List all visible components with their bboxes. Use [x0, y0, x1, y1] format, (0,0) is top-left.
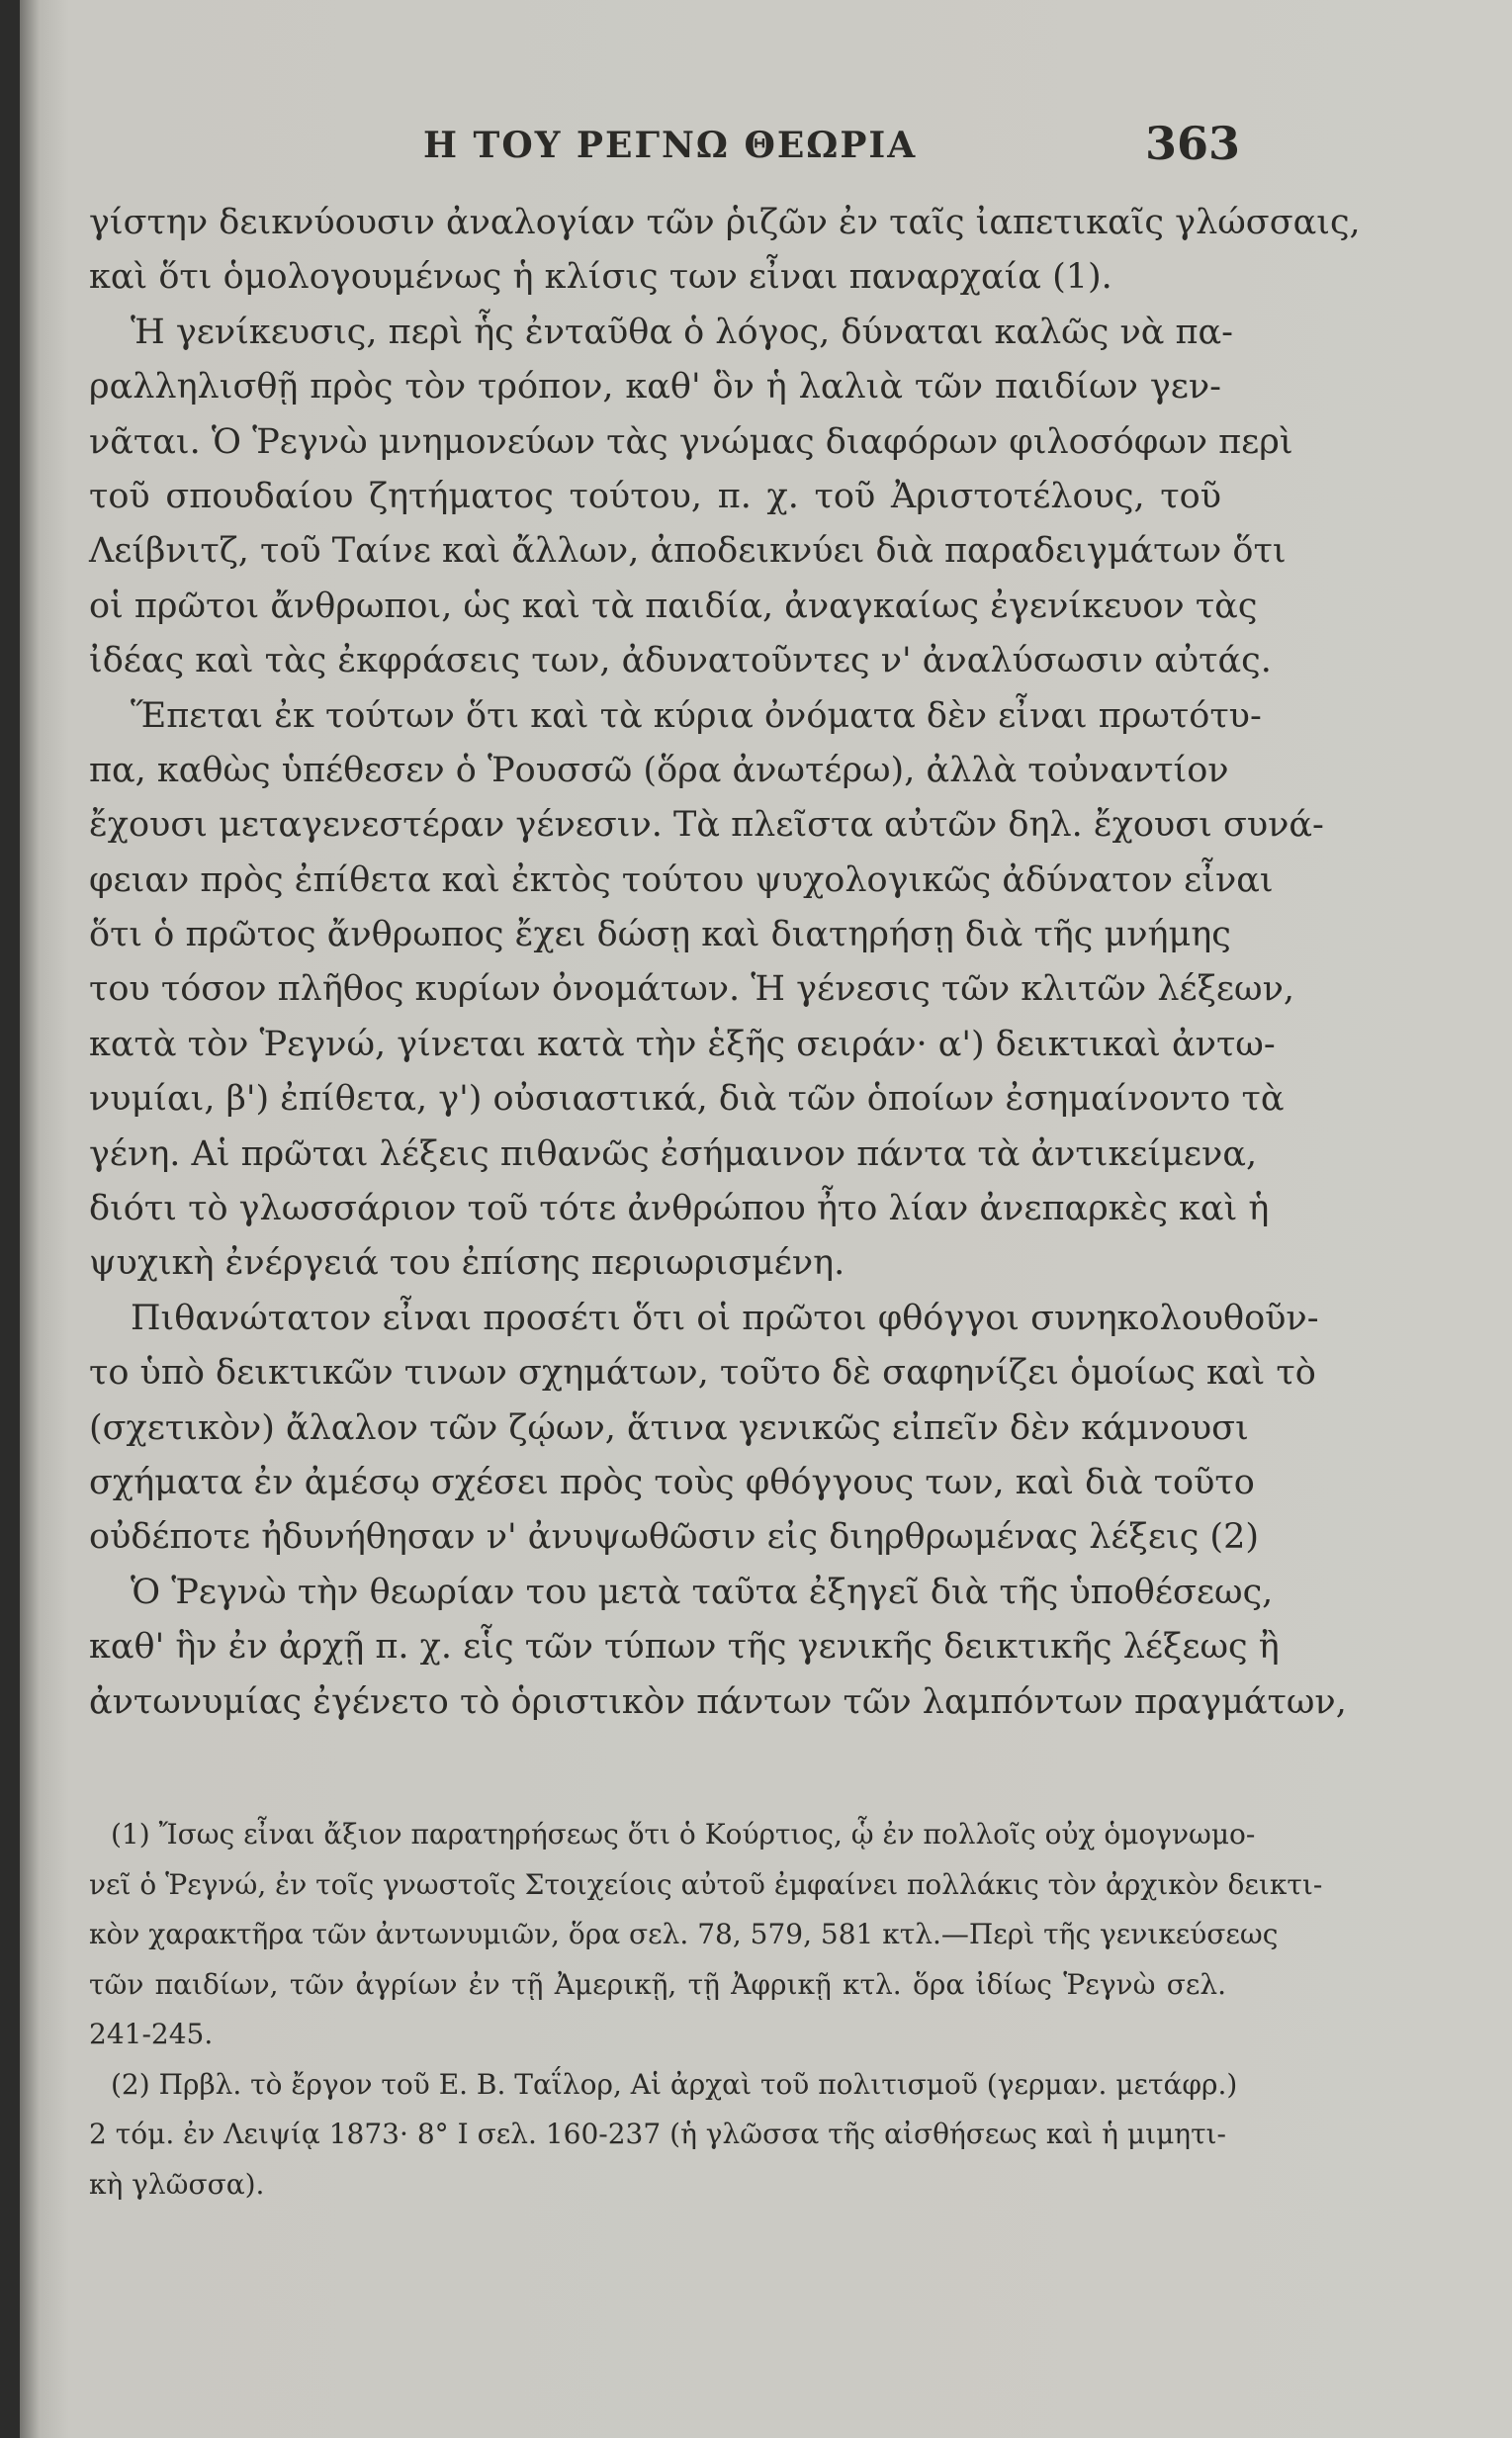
- text-line: φειαν πρὸς ἐπίθετα καὶ ἐκτὸς τούτου ψυχολογικῶς ἀδύνατον εἶναι: [89, 859, 1274, 900]
- text-line: το ὑπὸ δεικτικῶν τινων σχημάτων, τοῦτο δὲ σαφηνίζει ὁμοίως καὶ τὸ: [89, 1353, 1316, 1394]
- text-line: του τόσον πλῆθος κυρίων ὀνομάτων. Ἡ γένεσις τῶν κλιτῶν λέξεων,: [89, 969, 1295, 1010]
- footnotes: [89, 1810, 1323, 2210]
- running-title: Η ΤΟΥ ΡΕΓΝΩ ΘΕΩΡΙΑ: [423, 125, 918, 166]
- footnote-line: νεῖ ὁ Ῥεγνώ, ἐν τοῖς γνωστοῖς Στοιχείοις αὐτοῦ ἐμφαίνει πολλάκις τὸν ἀρχικὸν δεικτι-: [89, 1867, 1323, 1901]
- text-line: (σχετικὸν) ἄλαλον τῶν ζῴων, ἅτινα γενικῶς εἰπεῖν δὲν κάμνουσι: [89, 1407, 1249, 1448]
- footnote-line: κὸν χαρακτῆρα τῶν ἀντωνυμιῶν, ὅρα σελ. 78, 579, 581 κτλ.—Περὶ τῆς γενικεύσεως: [89, 1918, 1279, 1950]
- text-line: ραλληλισθῇ πρὸς τὸν τρόπον, καθ' ὃν ἡ λαλιὰ τῶν παιδίων γεν-: [89, 367, 1221, 407]
- text-line: Πιθανώτατον εἶναι προσέτι ὅτι οἱ πρῶτοι φθόγγοι συνηκολουθοῦν-: [131, 1298, 1319, 1338]
- text-line: γίστην δεικνύουσιν ἀναλογίαν τῶν ῥιζῶν ἐν ταῖς ἰαπετικαῖς γλώσσαις,: [89, 203, 1361, 242]
- text-line: κατὰ τὸν Ῥεγνώ, γίνεται κατὰ τὴν ἑξῆς σειράν· α') δεικτικαὶ ἀντω-: [89, 1024, 1276, 1064]
- text-line: καθ' ἣν ἐν ἀρχῇ π. χ. εἷς τῶν τύπων τῆς γενικῆς δεικτικῆς λέξεως ἢ: [89, 1627, 1280, 1668]
- page-header: [0, 117, 1512, 176]
- text-line: Ἡ γενίκευσις, περὶ ἧς ἐνταῦθα ὁ λόγος, δύναται καλῶς νὰ πα-: [131, 312, 1233, 352]
- book-spine-shadow: [0, 0, 20, 2438]
- text-line: νᾶται. Ὁ Ῥεγνὼ μνημονεύων τὰς γνώμας διαφόρων φιλοσόφων περὶ: [89, 421, 1293, 462]
- text-line: οἱ πρῶτοι ἄνθρωποι, ὡς καὶ τὰ παιδία, ἀναγκαίως ἐγενίκευον τὰς: [89, 586, 1258, 626]
- text-line: διότι τὸ γλωσσάριον τοῦ τότε ἀνθρώπου ἦτο λίαν ἀνεπαρκὲς καὶ ἡ: [89, 1189, 1270, 1229]
- footnote-line: 2 τόμ. ἐν Λειψίᾳ 1873· 8° Ι σελ. 160-237 (ἡ γλῶσσα τῆς αἰσθήσεως καὶ ἡ μιμητι-: [89, 2118, 1226, 2150]
- text-line: οὐδέποτε ἠδυνήθησαν ν' ἀνυψωθῶσιν εἰς διηρθρωμένας λέξεις (2): [89, 1517, 1259, 1558]
- text-line: πα, καθὼς ὑπέθεσεν ὁ Ῥουσσῶ (ὅρα ἀνωτέρω), ἀλλὰ τοὐναντίον: [89, 750, 1229, 790]
- footnote-line: 241-245.: [89, 2018, 214, 2050]
- text-line: τοῦ σπουδαίου ζητήματος τούτου, π. χ. τοῦ Ἀριστοτέλους, τοῦ: [89, 476, 1221, 516]
- footnote-line: τῶν παιδίων, τῶν ἀγρίων ἐν τῇ Ἀμερικῇ, τῇ Ἀφρικῇ κτλ. ὅρα ἰδίως Ῥεγνὼ σελ.: [89, 1967, 1226, 2001]
- text-line: ἔχουσι μεταγενεστέραν γένεσιν. Τὰ πλεῖστα αὐτῶν δηλ. ἔχουσι συνά-: [89, 805, 1324, 846]
- text-line: Λείβνιτζ, τοῦ Ταίνε καὶ ἄλλων, ἀποδεικνύει διὰ παραδειγμάτων ὅτι: [89, 531, 1287, 572]
- main-text: [89, 196, 1361, 1730]
- footnote-line: (1) Ἴσως εἶναι ἄξιον παρατηρήσεως ὅτι ὁ Κούρτιος, ᾧ ἐν πολλοῖς οὐχ ὁμογνωμο-: [111, 1818, 1256, 1851]
- text-line: ἰδέας καὶ τὰς ἐκφράσεις των, ἀδυνατοῦντες ν' ἀναλύσωσιν αὐτάς.: [89, 641, 1272, 681]
- text-line: ἀντωνυμίας ἐγένετο τὸ ὁριστικὸν πάντων τῶν λαμπόντων πραγμάτων,: [89, 1681, 1347, 1722]
- page-number: 363: [1145, 117, 1241, 170]
- text-line: γένη. Αἱ πρῶται λέξεις πιθανῶς ἐσήμαινον πάντα τὰ ἀντικείμενα,: [89, 1133, 1258, 1174]
- text-line: νυμίαι, β') ἐπίθετα, γ') οὐσιαστικά, διὰ τῶν ὁποίων ἐσημαίνοντο τὰ: [89, 1079, 1285, 1120]
- text-line: ψυχικὴ ἐνέργειά του ἐπίσης περιωρισμένη.: [89, 1243, 845, 1284]
- footnote-line: (2) Πρβλ. τὸ ἔργον τοῦ Ε. Β. Ταΐλορ, Αἱ ἀρχαὶ τοῦ πολιτισμοῦ (γερμαν. μετάφρ.): [111, 2067, 1238, 2101]
- text-line: Ὁ Ῥεγνὼ τὴν θεωρίαν του μετὰ ταῦτα ἐξηγεῖ διὰ τῆς ὑποθέσεως,: [131, 1572, 1274, 1612]
- footnote-line: κὴ γλῶσσα).: [89, 2167, 265, 2201]
- text-line: σχήματα ἐν ἀμέσῳ σχέσει πρὸς τοὺς φθόγγους των, καὶ διὰ τοῦτο: [89, 1462, 1255, 1502]
- text-line: καὶ ὅτι ὁμολογουμένως ἡ κλίσις των εἶναι παναρχαία (1).: [89, 257, 1112, 298]
- text-line: Ἕπεται ἐκ τούτων ὅτι καὶ τὰ κύρια ὀνόματα δὲν εἶναι πρωτότυ-: [131, 695, 1262, 736]
- text-line: ὅτι ὁ πρῶτος ἄνθρωπος ἔχει δώσῃ καὶ διατηρήσῃ διὰ τῆς μνήμης: [89, 915, 1231, 955]
